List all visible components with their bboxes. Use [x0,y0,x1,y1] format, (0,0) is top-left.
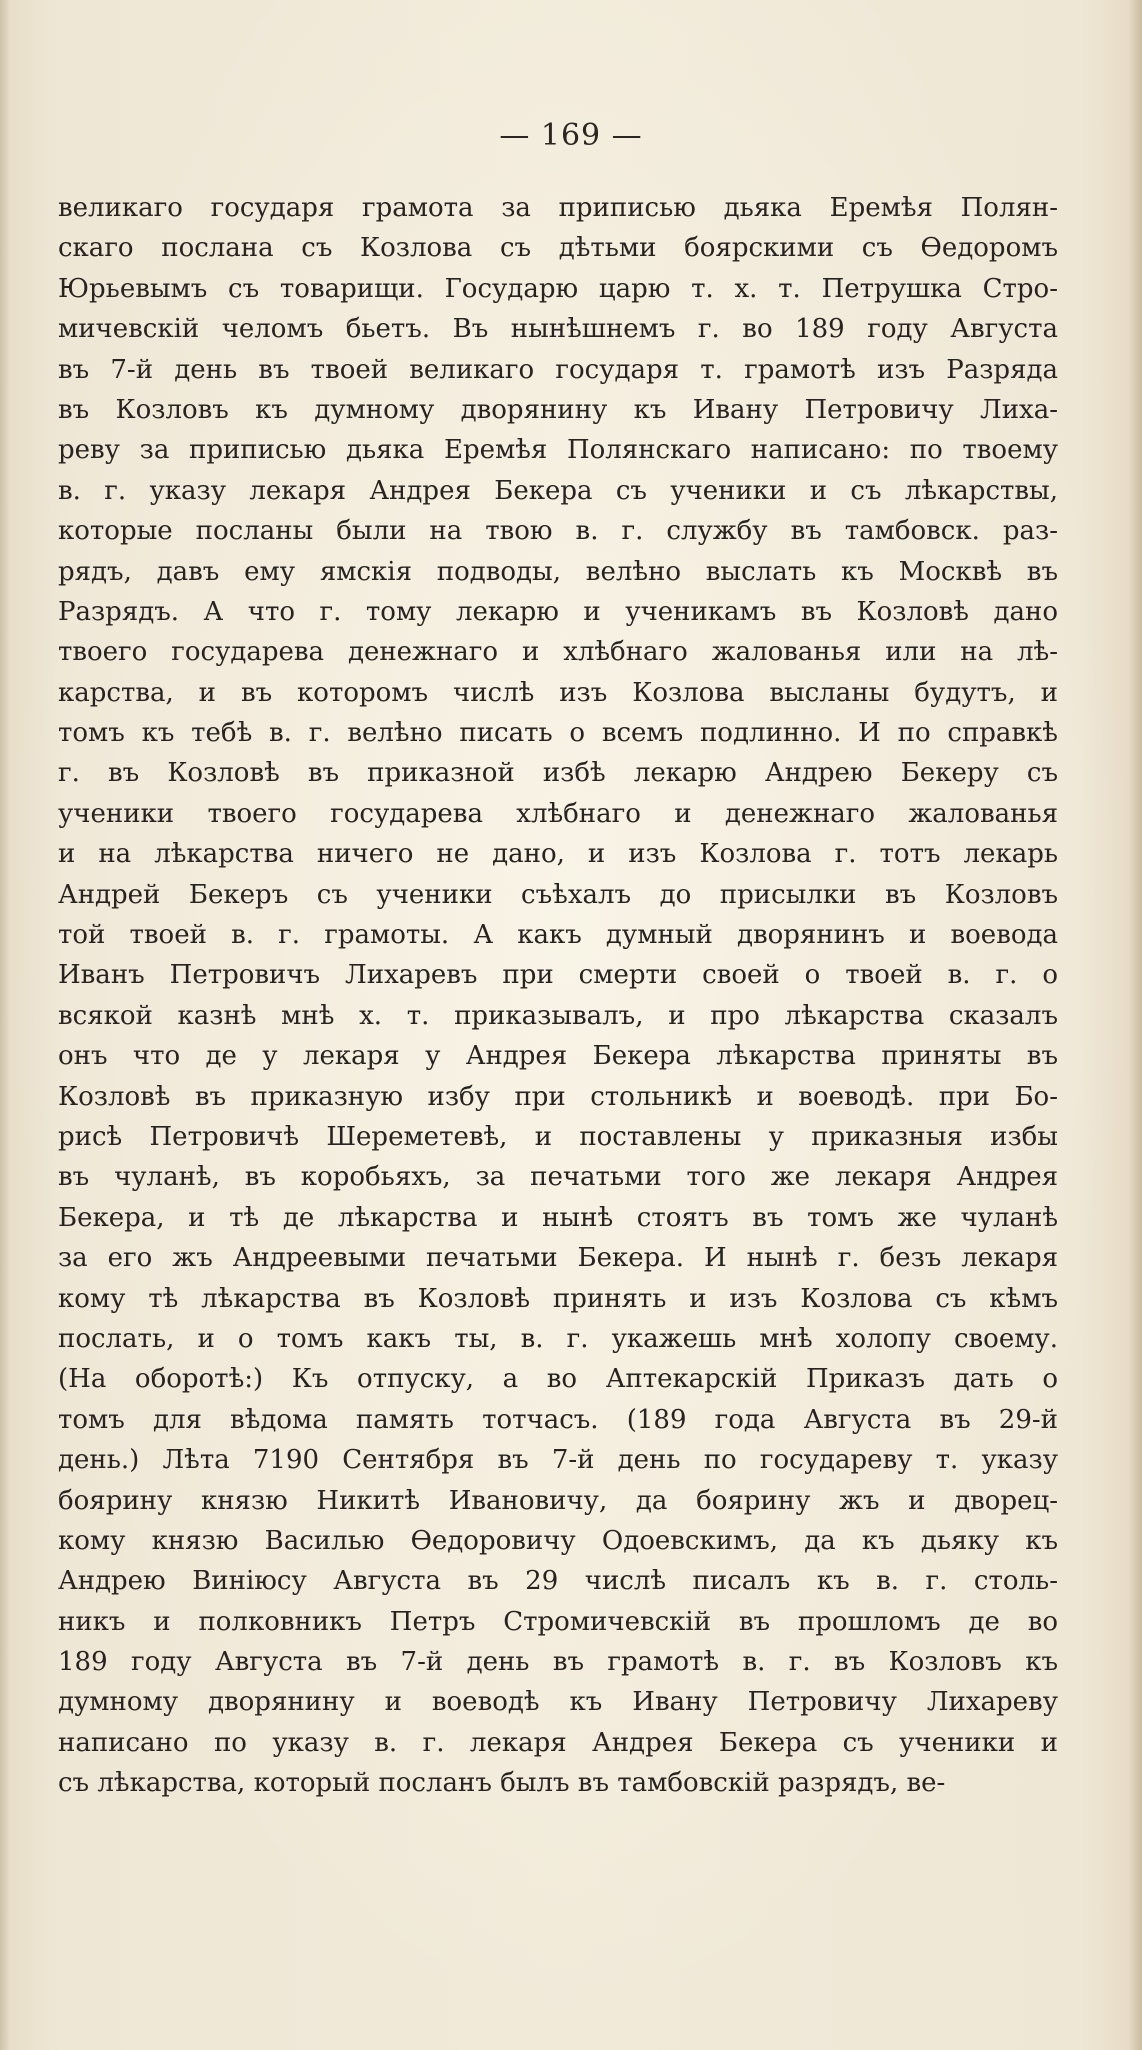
text-line: мичевскій челомъ бьетъ. Въ нынѣшнемъ г. во 189 году Августа [58,314,1058,345]
text-line: съ лѣкарства, который посланъ былъ въ тамбовскій разрядъ, ве- [58,1768,946,1799]
page-right-edge-shadow [1128,0,1142,2050]
text-line: рисѣ Петровичѣ Шереметевѣ, и поставлены у приказныя избы [58,1121,1058,1152]
text-line: той твоей в. г. грамоты. А какъ думный дворянинъ и воевода [58,920,1058,951]
text-line: Андрею Виніюсу Августа въ 29 числѣ писалъ къ в. г. столь- [58,1566,1058,1597]
text-line: ученики твоего государева хлѣбнаго и денежнаго жалованья [58,798,1058,829]
text-line: боярину князю Никитѣ Ивановичу, да боярину жъ и дворец- [58,1485,1058,1516]
text-line: никъ и полковникъ Петръ Стромичевскій въ прошломъ де во [58,1606,1058,1637]
page-left-edge-shadow [0,0,10,2050]
text-line: карства, и въ которомъ числѣ изъ Козлова высланы будутъ, и [58,677,1058,708]
text-line: рядъ, давъ ему ямскія подводы, велѣно выслать къ Москвѣ въ [58,556,1058,587]
text-line: г. въ Козловѣ въ приказной избѣ лекарю Андрею Бекеру съ [58,758,1058,789]
text-line: которые посланы были на твою в. г. службу въ тамбовск. раз- [58,516,1058,547]
text-line: 189 году Августа въ 7-й день въ грамотѣ в. г. въ Козловъ къ [58,1647,1058,1678]
text-line: день.) Лѣта 7190 Сентября въ 7-й день по государеву т. указу [58,1445,1058,1476]
text-line: Юрьевымъ съ товарищи. Государю царю т. х. т. Петрушка Стро- [58,273,1058,304]
text-line: всякой казнѣ мнѣ х. т. приказывалъ, и про лѣкарства сказалъ [58,1000,1058,1031]
text-line: кому князю Василью Ѳедоровичу Одоевскимъ, да къ дьяку къ [58,1525,1058,1556]
text-line: въ чуланѣ, въ коробьяхъ, за печатьми того же лекаря Андрея [58,1162,1058,1193]
text-line: кому тѣ лѣкарства въ Козловѣ принять и изъ Козлова съ кѣмъ [58,1283,1058,1314]
text-line: и на лѣкарства ничего не дано, и изъ Козлова г. тотъ лекарь [58,839,1058,870]
text-line: думному дворянину и воеводѣ къ Ивану Петровичу Лихареву [58,1687,1058,1718]
text-line: скаго послана съ Козлова съ дѣтьми боярскими съ Ѳедоромъ [58,233,1058,264]
text-line: онъ что де у лекаря у Андрея Бекера лѣкарства приняты въ [58,1041,1058,1072]
text-line: Иванъ Петровичъ Лихаревъ при смерти своей о твоей в. г. о [58,960,1058,991]
text-line: в. г. указу лекаря Андрея Бекера съ ученики и съ лѣкарствы, [58,475,1058,506]
text-line: твоего государева денежнаго и хлѣбнаго жалованья или на лѣ- [58,637,1058,668]
text-line: написано по указу в. г. лекаря Андрея Бекера съ ученики и [58,1727,1058,1758]
text-line: въ 7-й день въ твоей великаго государя т. грамотѣ изъ Разряда [58,354,1058,385]
text-line: томъ для вѣдома память тотчасъ. (189 года Августа въ 29-й [58,1404,1058,1435]
text-line: (На оборотѣ:) Къ отпуску, а во Аптекарскій Приказъ дать о [58,1364,1058,1395]
body-text [58,188,1058,1804]
text-line: послать, и о томъ какъ ты, в. г. укажешь мнѣ холопу своему. [58,1323,1058,1354]
text-line: Бекера, и тѣ де лѣкарства и нынѣ стоятъ въ томъ же чуланѣ [58,1202,1058,1233]
text-line: въ Козловъ къ думному дворянину къ Ивану Петровичу Лиха- [58,394,1058,425]
page-number: — 169 — [499,118,643,153]
text-line: реву за приписью дьяка Еремѣя Полянскаго написано: по твоему [58,435,1058,466]
text-line: Андрей Бекеръ съ ученики съѣхалъ до присылки въ Козловъ [58,879,1058,910]
text-line: Козловѣ въ приказную избу при стольникѣ и воеводѣ. при Бо- [58,1081,1058,1112]
text-line: за его жъ Андреевыми печатьми Бекера. И нынѣ г. безъ лекаря [58,1243,1058,1274]
text-line: великаго государя грамота за приписью дьяка Еремѣя Полян- [58,193,1058,223]
text-line: Разрядъ. А что г. тому лекарю и ученикамъ въ Козловѣ дано [58,596,1058,627]
text-line: томъ къ тебѣ в. г. велѣно писать о всемъ подлинно. И по справкѣ [58,718,1058,749]
